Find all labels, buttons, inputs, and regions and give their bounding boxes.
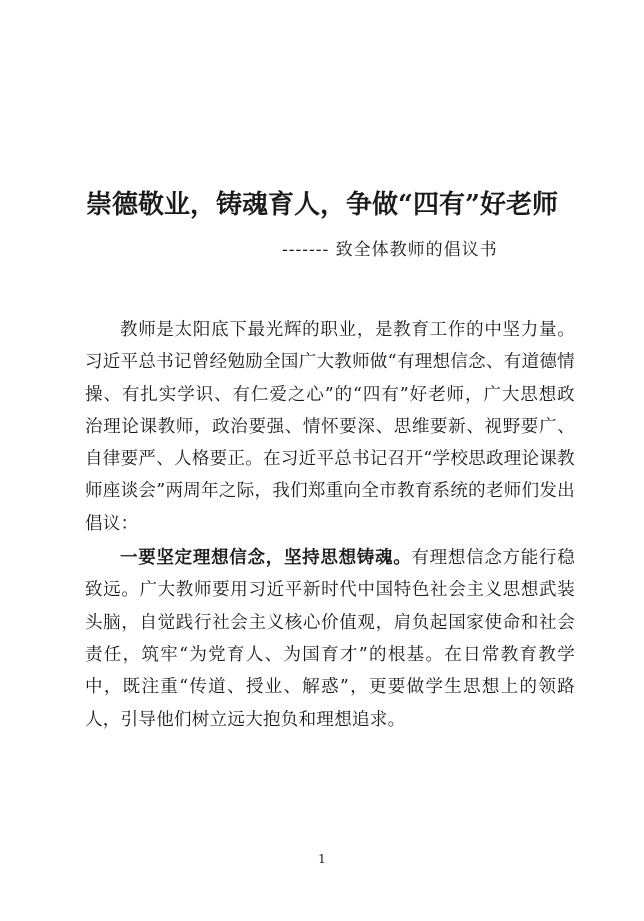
document-body	[85, 314, 575, 736]
document-title: 崇德敬业，铸魂育人，争做“四有”好老师	[86, 190, 558, 220]
page-number: 1	[318, 852, 326, 866]
paragraph-1	[85, 314, 575, 540]
paragraph-2-lead: 一要坚定理想信念，坚持思想铸魂。	[120, 548, 412, 569]
paragraph-2	[85, 542, 575, 736]
paragraph-2-text: 有理想信念方能行稳致远。广大教师要用习近平新时代中国特色社会主义思想武装头脑，自觉践行社会主义核心价值观，肩负起国家使命和社会责任，筑牢“为党育人、为国育才”的根基。在日常教育教学中，既注重“传道、授业、解惑”，更要做学生思想上的领路人，引导他们树立远大抱负和理想追求。	[85, 548, 575, 730]
document-subtitle: ------- 致全体教师的倡议书	[282, 240, 498, 260]
paragraph-1-text: 教师是太阳底下最光辉的职业，是教育工作的中坚力量。习近平总书记曾经勉励全国广大教师做“有理想信念、有道德情操、有扎实学识、有仁爱之心”的“四有”好老师，广大思想政治理论课教师，政治要强、情怀要深、思维要新、视野要广、自律要严、人格要正。在习近平总书记召开“学校思政理论课教师座谈会”两周年之际，我们郑重向全市教育系统的老师们发出倡议：	[85, 320, 575, 534]
